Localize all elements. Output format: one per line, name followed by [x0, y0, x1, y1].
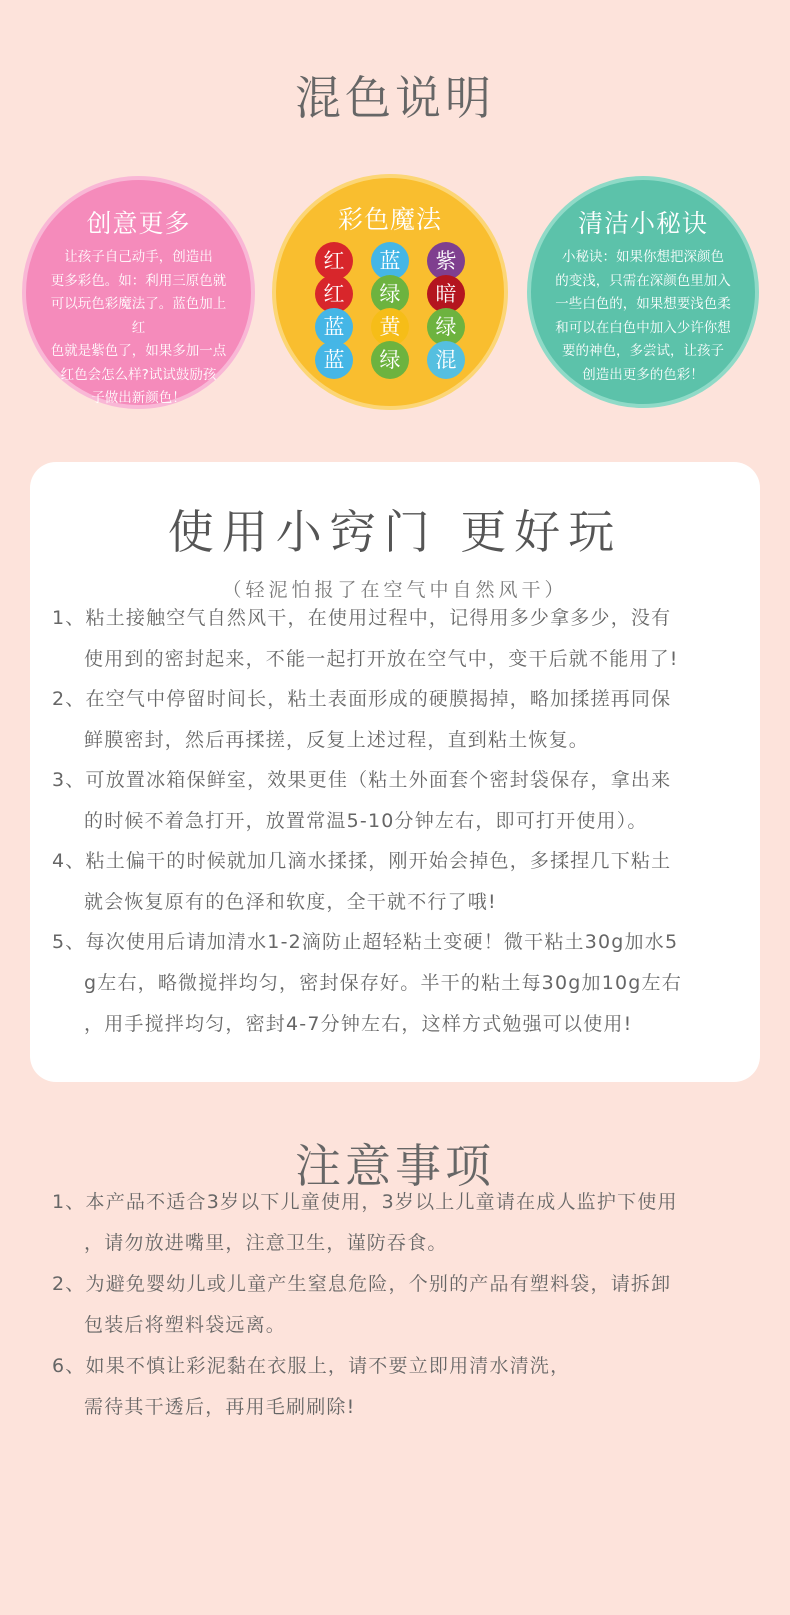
tip-line: 2、在空气中停留时间长，粘土表面形成的硬膜揭掉，略加揉搓再同保	[52, 688, 672, 710]
creative-line: 色就是紫色了，如果多加一点	[50, 343, 227, 359]
tip-line: 就会恢复原有的色泽和软度，全干就不行了哦!	[84, 891, 497, 913]
creative-line: 让孩子自己动手，创造出	[64, 249, 213, 265]
creative-circle	[22, 176, 255, 409]
creative-line: 子做出新颜色！	[91, 390, 186, 406]
clean-line: 小秘诀：如果你想把深颜色	[562, 249, 724, 265]
color-dot-grid	[292, 242, 488, 374]
tip-item	[52, 598, 679, 680]
creative-line: 更多彩色。如：利用三原色就	[50, 272, 227, 289]
color-dot: 黄	[371, 308, 409, 346]
clean-line: 和可以在白色中加入少许你想	[555, 319, 731, 336]
tip-item	[52, 841, 671, 923]
clean-line: 的变浅，只需在深颜色里加入	[555, 272, 731, 289]
color-dot: 绿	[371, 341, 409, 379]
tip-line: 使用到的密封起来，不能一起打开放在空气中，变干后就不能用了!	[84, 648, 679, 670]
color-dot: 蓝	[315, 341, 353, 379]
tips-subtitle: （轻泥怕报了在空气中自然风干）	[222, 579, 568, 601]
color-dot: 暗	[427, 275, 465, 313]
clean-circle	[527, 176, 759, 408]
tip-line: 5、每次使用后请加清水1-2滴防止超轻粘土变硬！微干粘土30g加水5	[52, 931, 679, 953]
clean-title: 清洁小秘诀	[577, 209, 708, 238]
creative-line: 可以玩色彩魔法了。蓝色加上红	[50, 296, 227, 336]
notes-title: 注意事项	[295, 1139, 495, 1193]
clean-text	[549, 246, 737, 387]
magic-title: 彩色魔法	[337, 205, 442, 234]
color-dot: 绿	[427, 308, 465, 346]
color-dot: 蓝	[315, 308, 353, 346]
note-item	[52, 1182, 678, 1264]
note-line: 1、本产品不适合3岁以下儿童使用，3岁以上儿童请在成人监护下使用	[52, 1191, 678, 1213]
note-line: 需待其干透后，再用毛刷刷除!	[84, 1396, 356, 1418]
color-dot: 红	[315, 275, 353, 313]
tip-line: 3、可放置冰箱保鲜室，效果更佳（粘土外面套个密封袋保存，拿出来	[52, 769, 672, 791]
note-line: ，请勿放进嘴里，注意卫生，谨防吞食。	[84, 1232, 448, 1254]
clean-line: 创造出更多的色彩！	[582, 366, 704, 383]
tip-item	[52, 760, 671, 842]
tip-line: ，用手搅拌均匀，密封4-7分钟左右，这样方式勉强可以使用!	[84, 1013, 633, 1035]
mix-section-title: 混色说明	[295, 71, 495, 125]
color-dot: 绿	[371, 275, 409, 313]
tip-item	[52, 679, 671, 761]
note-item	[52, 1346, 570, 1428]
tip-item	[52, 922, 682, 1045]
magic-circle	[272, 174, 508, 410]
tip-line: 鲜膜密封，然后再揉搓，反复上述过程，直到粘土恢复。	[84, 729, 590, 751]
note-item	[52, 1264, 671, 1346]
color-dot: 蓝	[371, 242, 409, 280]
color-dot: 混	[427, 341, 465, 379]
tips-title: 使用小窍门 更好玩	[167, 505, 623, 559]
tip-line: 4、粘土偏干的时候就加几滴水揉揉，刚开始会掉色，多揉捏几下粘土	[52, 850, 672, 872]
clean-line: 一些白色的，如果想要浅色柔	[555, 296, 731, 312]
color-dot: 紫	[427, 242, 465, 280]
creative-line: 红色会怎么样?试试鼓励孩	[60, 366, 217, 383]
tip-line: 的时候不着急打开，放置常温5-10分钟左右，即可打开使用）。	[84, 810, 648, 832]
note-line: 2、为避免婴幼儿或儿童产生窒息危险，个别的产品有塑料袋，请拆卸	[52, 1273, 672, 1295]
tip-line: 1、粘土接触空气自然风干，在使用过程中，记得用多少拿多少，没有	[52, 607, 672, 629]
creative-title: 创意更多	[86, 209, 191, 238]
note-line: 6、如果不慎让彩泥黏在衣服上，请不要立即用清水清洗，	[52, 1355, 571, 1377]
note-line: 包装后将塑料袋远离。	[84, 1314, 287, 1336]
color-dot: 红	[315, 242, 353, 280]
creative-text	[46, 246, 231, 411]
tip-line: g左右，略微搅拌均匀，密封保存好。半干的粘土每30g加10g左右	[84, 972, 682, 994]
clean-line: 要的神色，多尝试，让孩子	[562, 343, 724, 359]
